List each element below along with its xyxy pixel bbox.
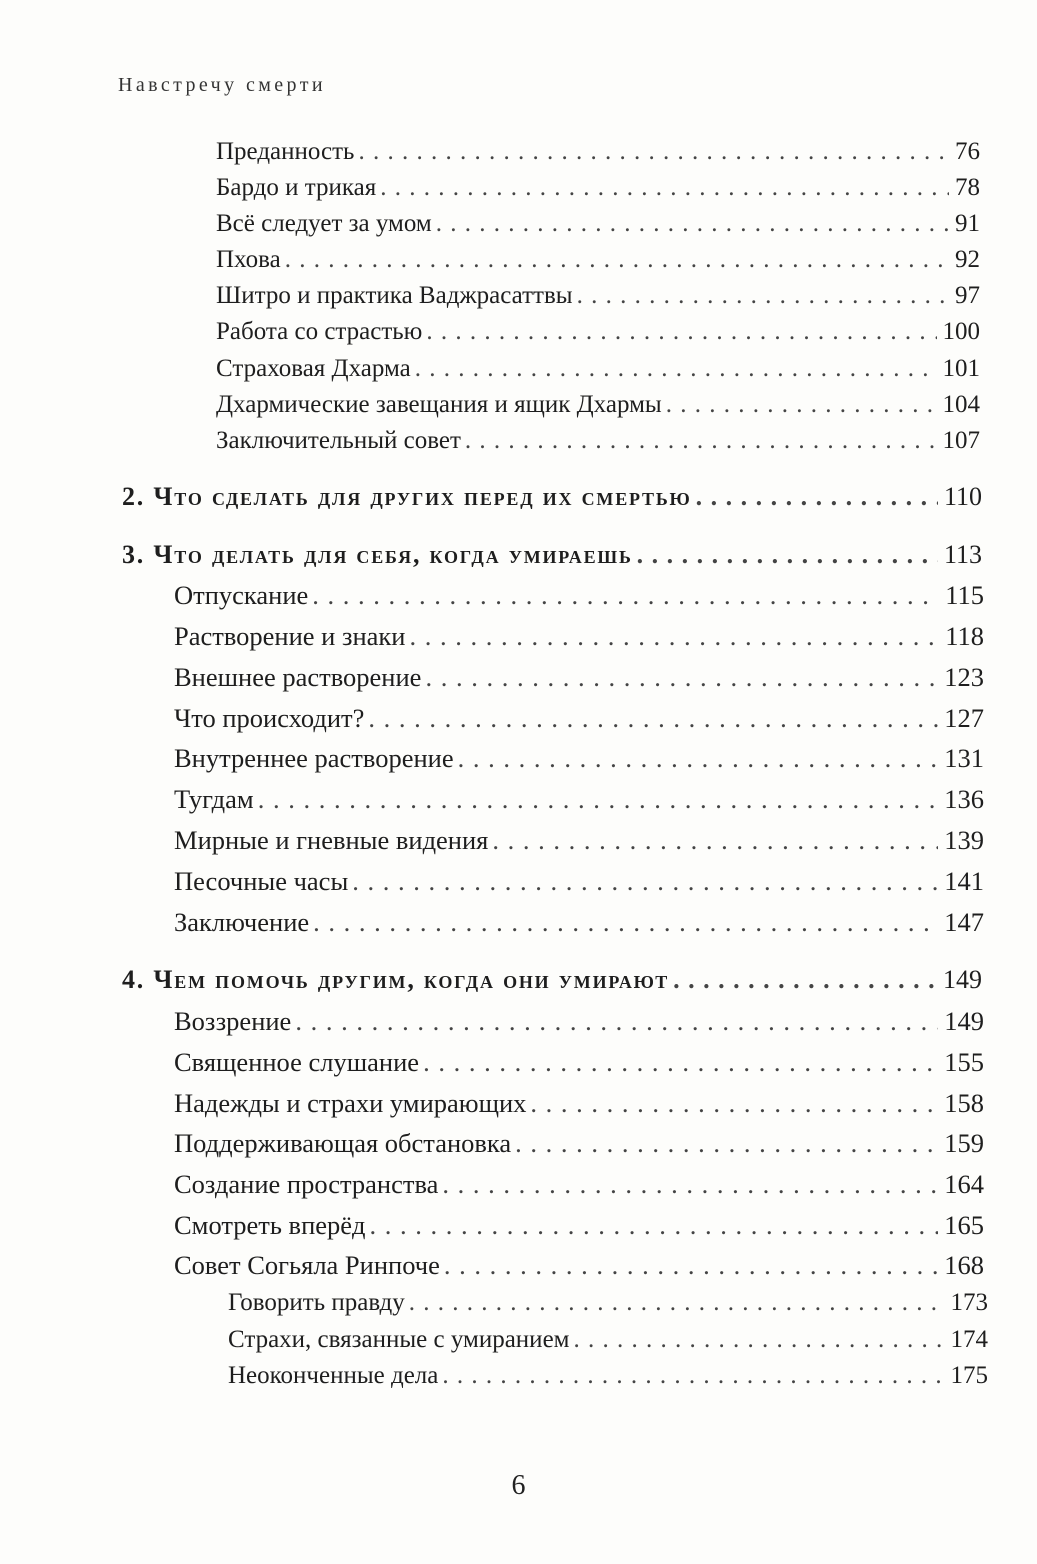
toc-entry (216, 355, 980, 383)
toc-entry (174, 1210, 984, 1241)
toc-subentry-title: Страхи, связанные с умиранием (228, 1326, 570, 1353)
toc-chapter-page: 149 (943, 965, 982, 994)
dot-leader (368, 703, 938, 734)
toc-entry-title: Внешнее растворение (174, 662, 422, 692)
toc-entry-page: 107 (942, 427, 980, 454)
dot-leader (285, 246, 949, 274)
toc-entry-title: Смотреть вперёд (174, 1210, 366, 1240)
toc-entry-page: 147 (944, 907, 984, 937)
dot-leader (442, 1169, 938, 1200)
toc-entry-title: Заключение (174, 907, 310, 937)
toc-chapter-title: 4. Чем помочь другим, когда они умирают (122, 965, 670, 994)
toc-entry (174, 662, 984, 693)
toc-subentry (228, 1289, 988, 1317)
dot-leader (425, 662, 938, 693)
toc-entry (174, 1088, 984, 1119)
dot-leader (492, 825, 938, 856)
toc-chapter (122, 482, 982, 512)
toc-entry (174, 907, 984, 938)
dot-leader (465, 427, 937, 455)
dot-leader (313, 907, 938, 938)
dot-leader (409, 1289, 945, 1317)
dot-leader (312, 580, 939, 611)
toc-entry-page: 115 (945, 580, 984, 610)
toc-entry-page: 136 (944, 784, 984, 814)
toc-chapter-title: 2. Что сделать для других перед их смертью (122, 482, 692, 511)
toc-entry (216, 427, 980, 455)
toc-entry-page: 97 (955, 282, 980, 309)
toc-entry-page: 159 (944, 1128, 984, 1158)
dot-leader (409, 621, 939, 652)
toc-entry-title: Тугдам (174, 784, 254, 814)
toc-entry-title: Пхова (216, 246, 281, 273)
toc-entry-page: 131 (944, 743, 984, 773)
toc-entry-title: Священное слушание (174, 1047, 420, 1077)
toc-entry-page: 164 (944, 1169, 984, 1199)
toc-chapter (122, 540, 982, 570)
toc-chapter-page: 113 (943, 540, 982, 569)
dot-leader (358, 138, 949, 166)
dot-leader (436, 210, 949, 238)
toc-entry-page: 141 (944, 866, 984, 896)
toc-entry-title: Преданность (216, 138, 355, 165)
toc-entry-title: Страховая Дхарма (216, 355, 411, 382)
dot-leader (380, 174, 949, 202)
dot-leader (295, 1006, 938, 1037)
dot-leader (258, 784, 939, 815)
toc-subentry (228, 1362, 988, 1390)
toc-entry (174, 1006, 984, 1037)
toc-entry (174, 784, 984, 815)
toc-entry-title: Мирные и гневные видения (174, 825, 489, 855)
dot-leader (444, 1250, 938, 1281)
toc-entry-title: Совет Согьяла Ринпоче (174, 1250, 440, 1280)
toc-entry (216, 138, 980, 166)
toc-entry-title: Заключительный совет (216, 427, 461, 454)
toc-entry-page: 91 (955, 210, 980, 237)
toc-entry-title: Создание пространства (174, 1169, 439, 1199)
dot-leader (370, 1210, 939, 1241)
toc-subentry-title: Неоконченные дела (228, 1362, 439, 1389)
toc-entry (174, 743, 984, 774)
toc-entry-title: Поддерживающая обстановка (174, 1128, 512, 1158)
toc-entry (174, 866, 984, 897)
toc-entry (174, 1128, 984, 1159)
toc-entry-page: 123 (944, 662, 984, 692)
toc-subentry-page: 175 (950, 1362, 988, 1389)
dot-leader (415, 355, 937, 383)
toc-entry-title: Воззрение (174, 1006, 292, 1036)
toc-entry (216, 282, 980, 310)
toc-entry-title: Шитро и практика Ваджрасаттвы (216, 282, 573, 309)
toc-entry-page: 118 (945, 621, 984, 651)
toc-entry-page: 92 (955, 246, 980, 273)
toc-entry-title: Работа со страстью (216, 318, 423, 345)
toc-entry (216, 318, 980, 346)
toc-entry-title: Растворение и знаки (174, 621, 406, 651)
dot-leader (423, 1047, 938, 1078)
dot-leader (573, 1326, 944, 1354)
toc-entry-page: 78 (955, 174, 980, 201)
toc-entry (216, 246, 980, 274)
toc-entry (174, 703, 984, 734)
toc-entry (174, 825, 984, 856)
toc-entry-title: Отпускание (174, 580, 309, 610)
toc-subentry-title: Говорить правду (228, 1289, 405, 1316)
toc-entry-title: Всё следует за умом (216, 210, 432, 237)
toc-chapter-title: 3. Что делать для себя, когда умираешь (122, 540, 633, 569)
dot-leader (577, 282, 949, 310)
toc-entry-page: 100 (942, 318, 980, 345)
toc-subentry (228, 1326, 988, 1354)
toc-chapter (122, 965, 982, 995)
dot-leader (673, 965, 937, 995)
toc-entry-page: 158 (944, 1088, 984, 1118)
toc-entry-title: Песочные часы (174, 866, 349, 896)
toc-entry-page: 76 (955, 138, 980, 165)
dot-leader (352, 866, 938, 897)
toc-subentry-page: 174 (950, 1326, 988, 1353)
toc-entry (174, 1047, 984, 1078)
toc-entry-title: Дхармические завещания и ящик Дхармы (216, 391, 662, 418)
toc-entry-title: Бардо и трикая (216, 174, 377, 201)
toc-entry-page: 168 (944, 1250, 984, 1280)
toc-entry-page: 155 (944, 1047, 984, 1077)
dot-leader (426, 318, 936, 346)
toc-entry (216, 174, 980, 202)
toc-entry-page: 127 (944, 703, 984, 733)
toc-entry (216, 391, 980, 419)
toc-entry-title: Внутреннее растворение (174, 743, 454, 773)
toc-entry-page: 165 (944, 1210, 984, 1240)
toc-entry (216, 210, 980, 238)
toc-subentry-page: 173 (950, 1289, 988, 1316)
dot-leader (530, 1088, 938, 1119)
running-header: Навстречу смерти (118, 74, 326, 96)
toc-entry-page: 104 (942, 391, 980, 418)
toc-entry-title: Надежды и страхи умирающих (174, 1088, 527, 1118)
toc-entry-page: 149 (944, 1006, 984, 1036)
dot-leader (696, 482, 938, 512)
dot-leader (442, 1362, 944, 1390)
toc-chapter-page: 110 (943, 482, 982, 511)
toc-entry (174, 580, 984, 611)
toc-entry (174, 621, 984, 652)
dot-leader (637, 540, 938, 570)
toc-entry-page: 101 (942, 355, 980, 382)
toc-entry (174, 1250, 984, 1281)
dot-leader (458, 743, 939, 774)
dot-leader (515, 1128, 938, 1159)
page-number: 6 (511, 1470, 526, 1501)
toc-entry-page: 139 (944, 825, 984, 855)
toc-entry-title: Что происходит? (174, 703, 365, 733)
dot-leader (666, 391, 937, 419)
toc-entry (174, 1169, 984, 1200)
